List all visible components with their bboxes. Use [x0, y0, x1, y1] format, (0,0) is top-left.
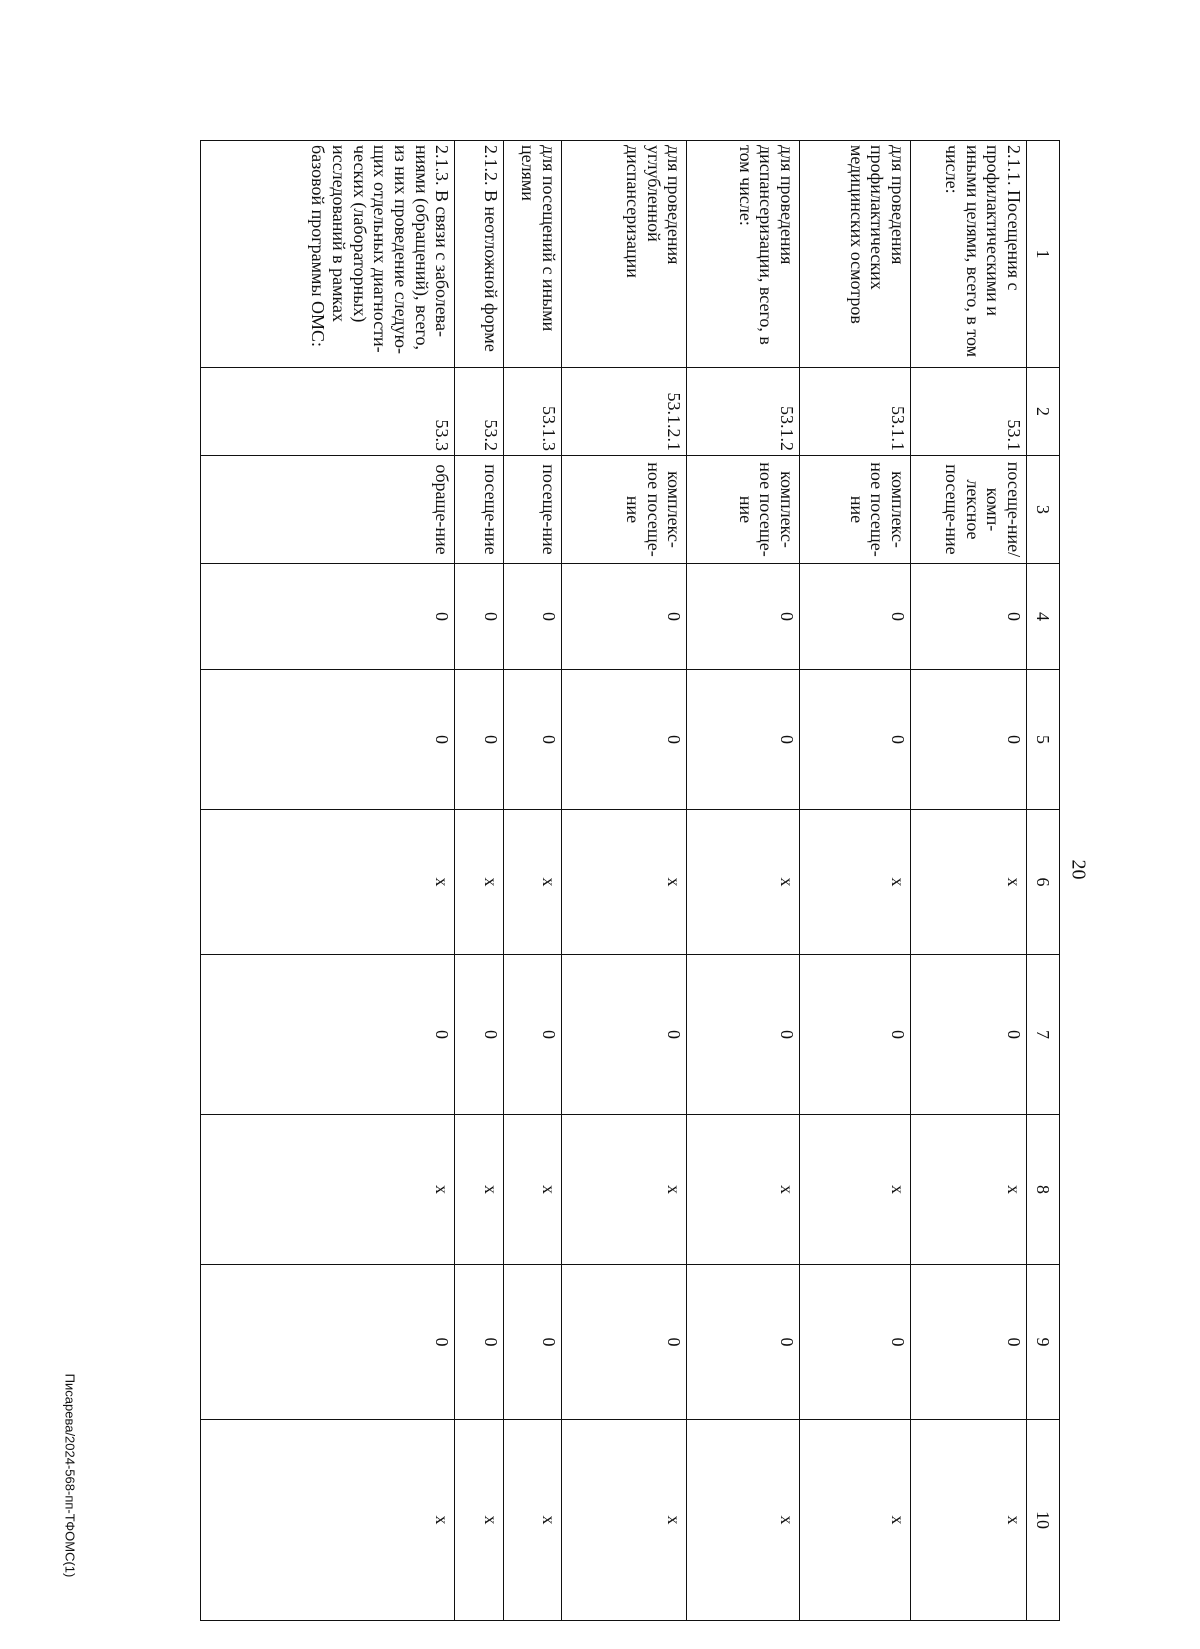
row-unit: посеще-ние/комп-лексное посеще-ние — [911, 456, 1027, 564]
table-cell: х — [201, 810, 455, 955]
row-code: 53.1.1 — [800, 368, 911, 456]
column-header: 3 — [1027, 456, 1060, 564]
table-cell: 0 — [455, 670, 504, 810]
table-cell: 0 — [562, 564, 687, 670]
table-cell: 0 — [455, 1265, 504, 1420]
row-label: 2.1.3. В связи с заболева-ниями (обращений), всего, из них проведение следую-щих отдельных диагности-ческих (лабораторных) исследований в рамках базовой программы ОМС: — [201, 141, 455, 368]
table-cell: х — [504, 1115, 562, 1265]
column-header: 1 — [1027, 141, 1060, 368]
table-cell: 0 — [504, 955, 562, 1115]
row-unit: посеще-ние — [455, 456, 504, 564]
table-cell: 0 — [562, 955, 687, 1115]
column-header: 4 — [1027, 564, 1060, 670]
table-cell: х — [911, 1420, 1027, 1621]
table-cell: 0 — [504, 1265, 562, 1420]
table-cell: х — [911, 810, 1027, 955]
row-label: для проведения диспансеризации, всего, в том числе: — [687, 141, 800, 368]
document-footer: Писарева/2024-568-пп-ТФОМС(1) — [62, 1373, 78, 1578]
table-cell: х — [504, 810, 562, 955]
table-cell: х — [562, 1115, 687, 1265]
table-row — [455, 141, 504, 1621]
table-cell: 0 — [201, 670, 455, 810]
table-cell: х — [504, 1420, 562, 1621]
table-cell: 0 — [800, 670, 911, 810]
row-code: 53.1.2 — [687, 368, 800, 456]
table-cell: х — [562, 1420, 687, 1621]
table-cell: х — [800, 1420, 911, 1621]
column-header: 8 — [1027, 1115, 1060, 1265]
table-cell: 0 — [687, 955, 800, 1115]
row-code: 53.3 — [201, 368, 455, 456]
row-label: для проведения профилактических медицинских осмотров — [800, 141, 911, 368]
table-cell: 0 — [455, 955, 504, 1115]
row-label: для проведения углубленной диспансеризации — [562, 141, 687, 368]
row-unit: комплекс-ное посеще-ние — [687, 456, 800, 564]
table-cell: 0 — [800, 564, 911, 670]
table-cell: х — [911, 1115, 1027, 1265]
table-cell: 0 — [201, 564, 455, 670]
row-label: 2.1.1. Посещения с профилактическими и иными целями, всего, в том числе: — [911, 141, 1027, 368]
table-row — [562, 141, 687, 1621]
table-cell: х — [687, 1115, 800, 1265]
table-cell: 0 — [911, 670, 1027, 810]
column-header: 10 — [1027, 1420, 1060, 1621]
table-cell: 0 — [911, 955, 1027, 1115]
row-code: 53.2 — [455, 368, 504, 456]
rotated-table-container — [200, 140, 1060, 1620]
table-cell: 0 — [504, 564, 562, 670]
table-cell: 0 — [911, 1265, 1027, 1420]
data-table — [200, 140, 1060, 1621]
table-cell: х — [687, 1420, 800, 1621]
table-cell: 0 — [687, 1265, 800, 1420]
table-cell: х — [201, 1115, 455, 1265]
table-cell: 0 — [455, 564, 504, 670]
column-header: 7 — [1027, 955, 1060, 1115]
table-cell: 0 — [504, 670, 562, 810]
page-number: 20 — [1067, 859, 1090, 880]
table-row — [504, 141, 562, 1621]
table-header-row — [1027, 141, 1060, 1621]
column-header: 6 — [1027, 810, 1060, 955]
table-cell: 0 — [687, 670, 800, 810]
table-cell: х — [562, 810, 687, 955]
table-row — [911, 141, 1027, 1621]
table-cell: х — [800, 810, 911, 955]
row-code: 53.1 — [911, 368, 1027, 456]
table-row — [687, 141, 800, 1621]
row-code: 53.1.2.1 — [562, 368, 687, 456]
table-cell: 0 — [201, 955, 455, 1115]
row-label: для посещений с иными целями — [504, 141, 562, 368]
table-cell: х — [455, 1115, 504, 1265]
table-cell: х — [201, 1420, 455, 1621]
table-cell: 0 — [201, 1265, 455, 1420]
column-header: 5 — [1027, 670, 1060, 810]
table-cell: х — [455, 810, 504, 955]
row-code: 53.1.3 — [504, 368, 562, 456]
row-unit: комплекс-ное посеще-ние — [562, 456, 687, 564]
table-cell: 0 — [687, 564, 800, 670]
table-cell: 0 — [562, 1265, 687, 1420]
row-unit: комплекс-ное посеще-ние — [800, 456, 911, 564]
table-cell: 0 — [800, 955, 911, 1115]
table-cell: 0 — [800, 1265, 911, 1420]
table-cell: 0 — [562, 670, 687, 810]
table-cell: 0 — [911, 564, 1027, 670]
table-row — [800, 141, 911, 1621]
table-row — [201, 141, 455, 1621]
row-unit: посеще-ние — [504, 456, 562, 564]
table-cell: х — [800, 1115, 911, 1265]
column-header: 2 — [1027, 368, 1060, 456]
column-header: 9 — [1027, 1265, 1060, 1420]
table-cell: х — [455, 1420, 504, 1621]
row-label: 2.1.2. В неотложной форме — [455, 141, 504, 368]
table-cell: х — [687, 810, 800, 955]
row-unit: обраще-ние — [201, 456, 455, 564]
